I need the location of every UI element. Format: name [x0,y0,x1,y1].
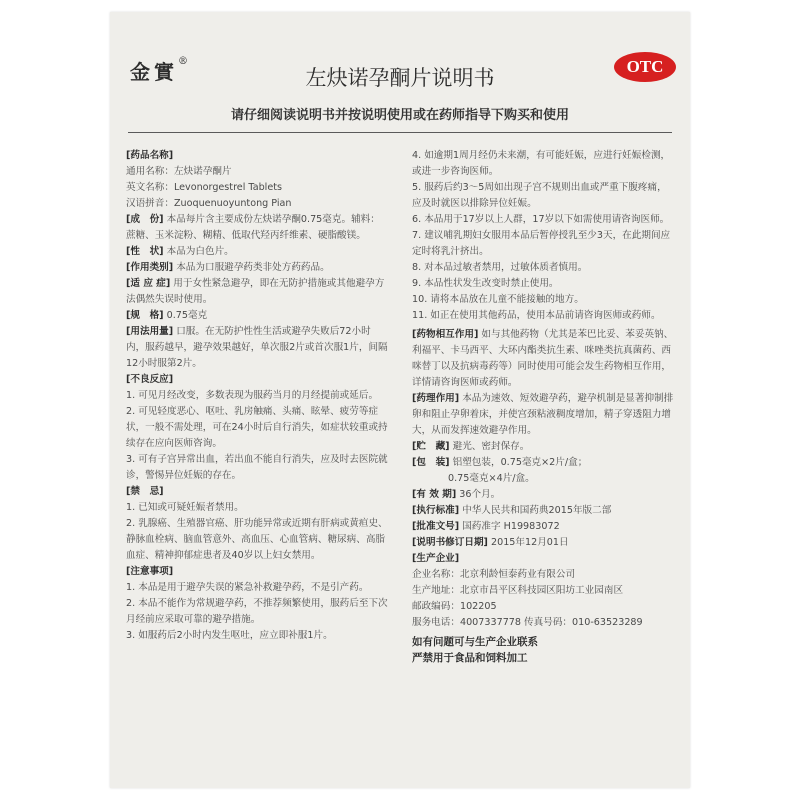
caution-item: 11. 如正在使用其他药品，使用本品前请咨询医师或药师。 [412,310,661,321]
left-column [126,148,388,644]
caution-item: 3. 如服药后2小时内发生呕吐，应立即补服1片。 [126,630,333,641]
header-divider [128,132,672,133]
section-manufacturer-heading: [生产企业] [412,553,460,564]
manufacturer-address: 生产地址：北京市昌平区科技园区阳坊工业园南区 [412,585,624,596]
section-approval: [批准文号] 国药准字 H19983072 [412,521,560,532]
document-subtitle: 请仔细阅读说明书并按说明使用或在药师指导下购买和使用 [230,108,569,123]
pinyin-name: 汉语拼音：Zuoquenuoyuntong Pian [126,198,292,209]
caution-item: 5. 服药后约3～5周如出现子宫不规则出血或严重下腹疼痛，应及时就医以排除异位妊娠。 [412,182,667,209]
section-spec: [规 格] 0.75毫克 [126,310,208,321]
section-storage: [贮 藏] 避光、密封保存。 [412,441,530,452]
caution-item: 7. 建议哺乳期妇女服用本品后暂停授乳至少3天，在此期间应定时将乳汁挤出。 [412,230,671,257]
contraindication-item: 1. 已知或可疑妊娠者禁用。 [126,502,244,513]
contraindication-item: 2. 乳腺癌、生殖器官癌、肝功能异常或近期有肝病或黄疸史、静脉血栓病、脑血管意外、高血压、心血管病、糖尿病、高脂血症、精神抑郁症患者及40岁以上妇女禁用。 [126,518,388,561]
caution-item: 2. 本品不能作为常规避孕药，不推荐频繁使用，服药后至下次月经前应采取可靠的避孕措施。 [126,598,388,625]
generic-name: 通用名称：左炔诺孕酮片 [126,166,232,177]
package-line-2: 0.75毫克×4片/盒。 [448,473,535,484]
manufacturer-name: 企业名称：北京利龄恒泰药业有限公司 [412,569,576,580]
leaflet-sheet [110,12,690,788]
adverse-item: 2. 可见轻度恶心、呕吐、乳房触痛、头痛、眩晕、疲劳等症状，一般不需处理，可在24小时后自行消失，如症状较重或持续存在应向医师咨询。 [126,406,388,449]
section-category: [作用类别] 本品为口服避孕药类非处方药药品。 [126,262,330,273]
section-adverse-heading: [不良反应] [126,374,174,385]
footer-prohibition-note: 严禁用于食品和饲料加工 [412,652,528,664]
caution-item: 9. 本品性状发生改变时禁止使用。 [412,278,559,289]
section-package: [包 装] 铝塑包装，0.75毫克×2片/盒； [412,457,588,468]
section-appearance: [性 状] 本品为白色片。 [126,246,234,257]
adverse-item: 3. 可有子宫异常出血，若出血不能自行消失，应及时去医院就诊，警惕异位妊娠的存在。 [126,454,388,481]
section-contraindication-heading: [禁 忌] [126,486,164,497]
caution-item: 1. 本品是用于避孕失误的紧急补救避孕药，不是引产药。 [126,582,369,593]
footer-contact-note: 如有问题可与生产企业联系 [412,636,538,648]
manufacturer-zip: 邮政编码：102205 [412,601,497,612]
document-title: 左炔诺孕酮片说明书 [305,66,495,90]
brand-logo: 金實® [130,56,188,84]
adverse-item: 1. 可见月经改变，多数表现为服药当月的月经提前或延后。 [126,390,379,401]
section-interaction: [药物相互作用] 如与其他药物（尤其是苯巴比妥、苯妥英钠、利福平、卡马西平、大环内酯类抗生素、咪唑类抗真菌药、西咪替丁以及抗病毒药等）同时使用可能会发生药物相互作用，详情请咨询医师或药师。 [412,329,674,388]
section-drug-name-heading: [药品名称] [126,150,174,161]
section-indication: [适 应 症] 用于女性紧急避孕，即在无防护措施或其他避孕方法偶然失误时使用。 [126,278,385,305]
section-revision-date: [说明书修订日期] 2015年12月01日 [412,537,569,548]
section-standard: [执行标准] 中华人民共和国药典2015年版二部 [412,505,612,516]
caution-item: 8. 对本品过敏者禁用，过敏体质者慎用。 [412,262,588,273]
otc-badge: OTC [614,52,676,82]
right-column [412,148,674,666]
section-pharmacology: [药理作用] 本品为速效、短效避孕药，避孕机制是显著抑制排卵和阻止孕卵着床，并使宫颈粘液稠度增加，精子穿透阻力增大，从而发挥速效避孕作用。 [412,393,674,436]
caution-item: 6. 本品用于17岁以上人群，17岁以下如需使用请咨询医师。 [412,214,670,225]
section-usage: [用法用量] 口服。在无防护性性生活或避孕失败后72小时内，服药越早，避孕效果越好，单次服2片或首次服1片，间隔12小时服第2片。 [126,326,388,369]
caution-item: 4. 如逾期1周月经仍未来潮，有可能妊娠，应进行妊娠检测，或进一步咨询医师。 [412,150,671,177]
manufacturer-phone: 服务电话：4007337778 传真号码：010-63523289 [412,617,643,628]
caution-item: 10. 请将本品放在儿童不能接触的地方。 [412,294,584,305]
section-ingredients: [成 份] 本品每片含主要成份左炔诺孕酮0.75毫克。辅料：蔗糖、玉米淀粉、糊精、低取代羟丙纤维素、硬脂酸镁。 [126,214,380,241]
section-caution-heading: [注意事项] [126,566,174,577]
section-validity: [有 效 期] 36个月。 [412,489,501,500]
english-name: 英文名称：Levonorgestrel Tablets [126,182,282,193]
